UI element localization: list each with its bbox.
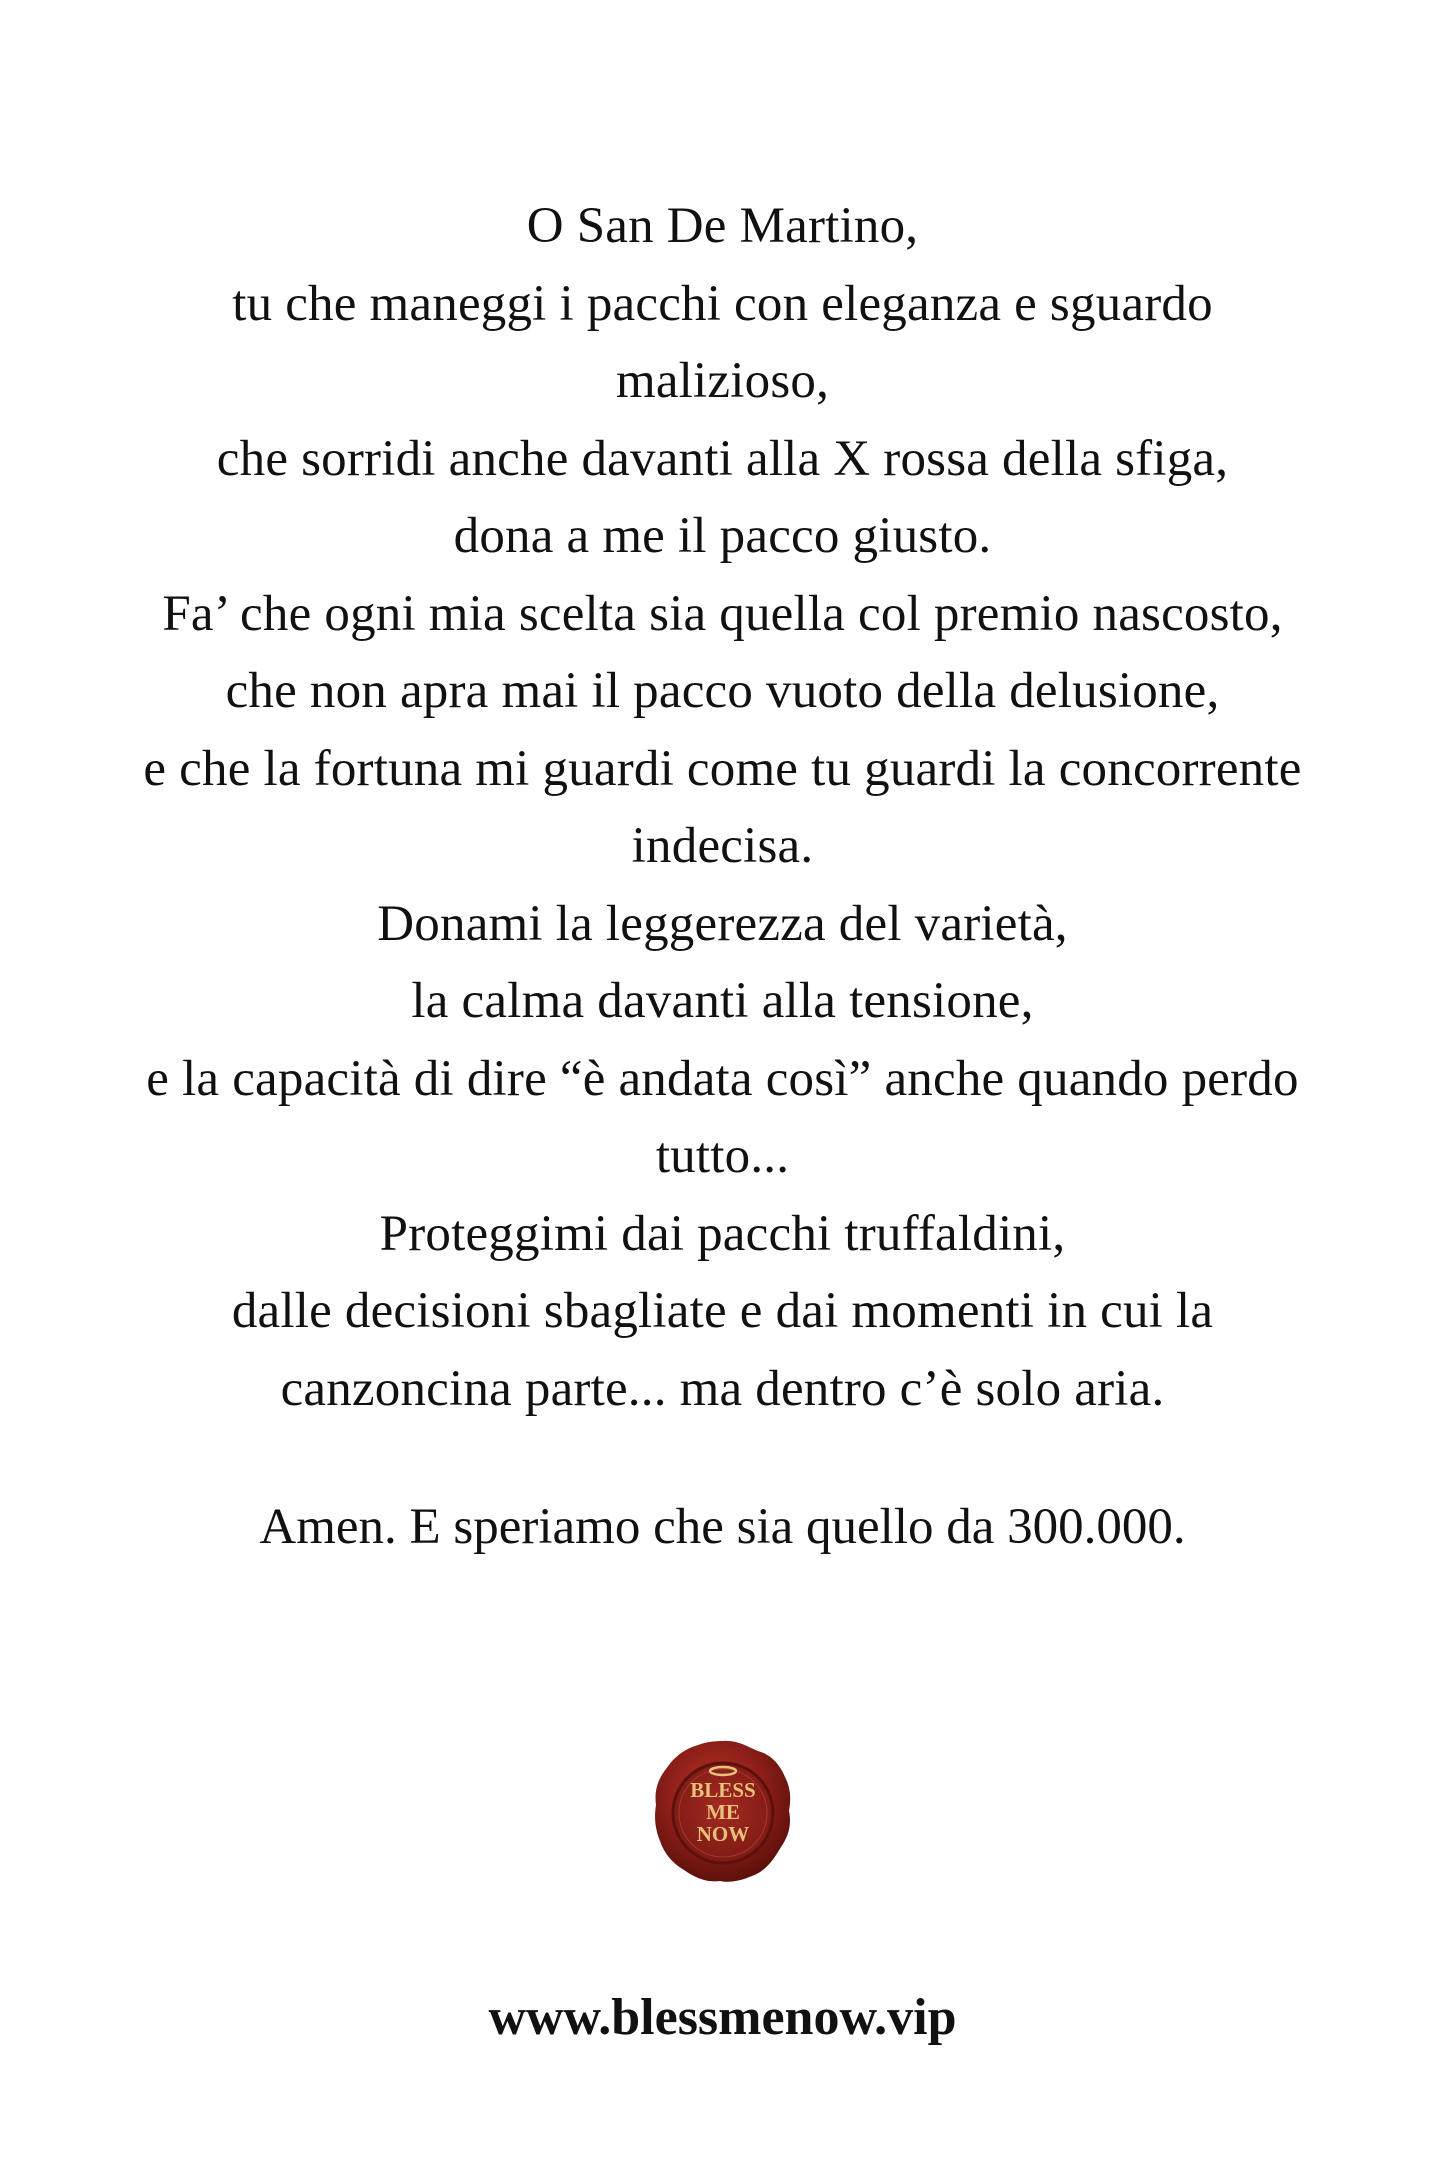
prayer-line: che sorridi anche davanti alla X rossa della sfiga,: [216, 430, 1229, 487]
seal-text-line: BLESS: [690, 1778, 756, 1802]
prayer-line: dona a me il pacco giusto.: [453, 508, 992, 564]
prayer-line: canzoncina parte... ma dentro c’è solo aria.: [280, 1360, 1165, 1417]
prayer-closing: Amen. E speriamo che sia quello da 300.000.: [259, 1499, 1186, 1555]
prayer-text: [60, 188, 1385, 1428]
website-link[interactable]: www.blessmenow.vip: [488, 1989, 957, 2046]
prayer-line: O San De Martino,: [526, 198, 919, 254]
prayer-line: tu che maneggi i pacchi con eleganza e sguardo: [232, 275, 1213, 332]
prayer-line: Proteggimi dai pacchi truffaldini,: [379, 1205, 1066, 1262]
wax-seal-logo: [652, 1737, 794, 1885]
prayer-line: indecisa.: [631, 818, 814, 874]
prayer-line: la calma davanti alla tensione,: [411, 973, 1034, 1029]
prayer-line: Donami la leggerezza del varietà,: [377, 895, 1068, 952]
seal-text-line: NOW: [696, 1822, 750, 1846]
prayer-line: Fa’ che ogni mia scelta sia quella col premio nascosto,: [162, 585, 1283, 642]
seal-text-line: ME: [706, 1800, 740, 1824]
prayer-line: che non apra mai il pacco vuoto della delusione,: [225, 663, 1220, 719]
prayer-line: e che la fortuna mi guardi come tu guardi la concorrente: [143, 740, 1302, 797]
prayer-line: dalle decisioni sbagliate e dai momenti in cui la: [231, 1283, 1214, 1339]
prayer-line: e la capacità di dire “è andata così” anche quando perdo: [146, 1050, 1299, 1107]
wax-seal-icon: [652, 1737, 794, 1885]
prayer-line: malizioso,: [615, 353, 830, 409]
prayer-line: tutto...: [655, 1128, 790, 1184]
